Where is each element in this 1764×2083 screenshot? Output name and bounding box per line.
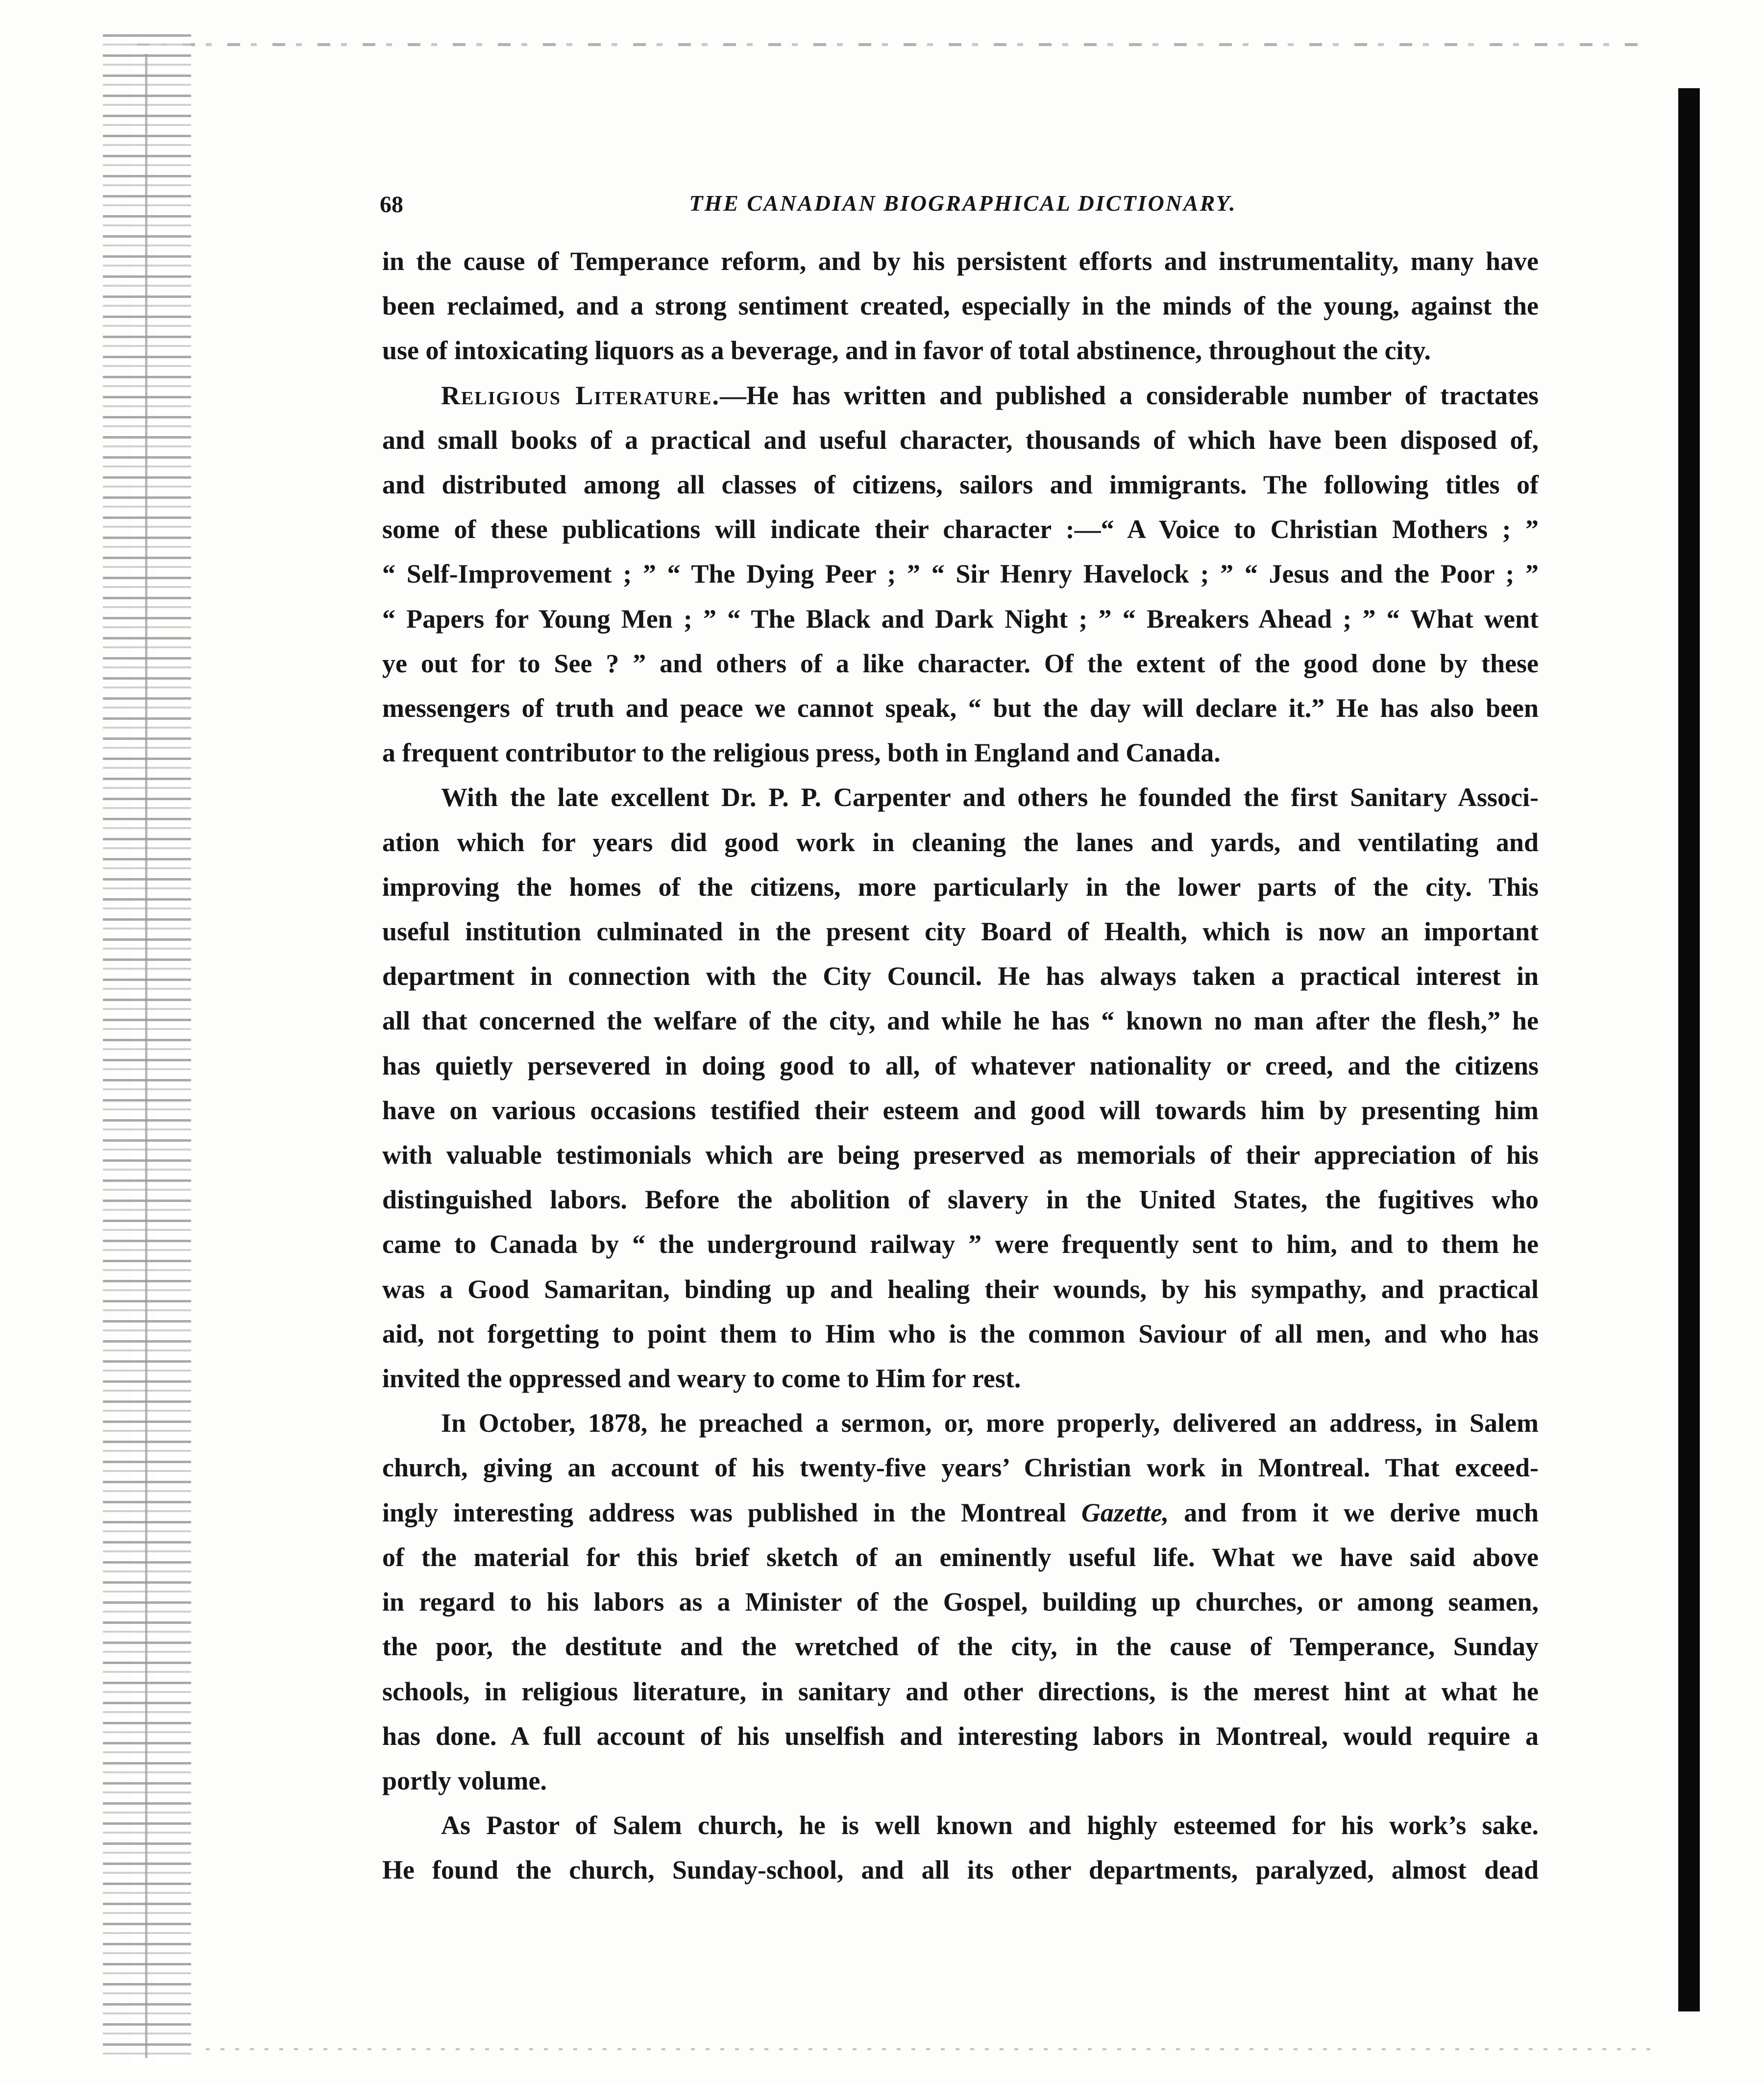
text-line: was a Good Samaritan, binding up and healing their wounds, by his sympathy, and practical bbox=[382, 1274, 1539, 1304]
text-line: use of intoxicating liquors as a beverage, and in favor of total abstinence, throughout the city. bbox=[382, 336, 1431, 366]
running-title: THE CANADIAN BIOGRAPHICAL DICTIONARY. bbox=[689, 191, 1237, 216]
text-line: all that concerned the welfare of the city, and while he has “ known no man after the flesh,” he bbox=[382, 1006, 1539, 1036]
text-line: messengers of truth and peace we cannot speak, “ but the day will declare it.” He has also been bbox=[382, 693, 1539, 723]
section-heading: Religious Literature. bbox=[441, 380, 720, 410]
text-line: department in connection with the City Council. He has always taken a practical interest in bbox=[382, 961, 1539, 991]
text-line: some of these publications will indicate their character :—“ A Voice to Christian Mothers ; ” bbox=[382, 515, 1539, 544]
section-heading-line bbox=[382, 373, 1539, 418]
scan-bottom-edge bbox=[206, 2048, 1656, 2050]
text-line: the poor, the destitute and the wretched of the city, in the cause of Temperance, Sunday bbox=[382, 1632, 1539, 1662]
text-line: distinguished labors. Before the abolition of slavery in the United States, the fugitives who bbox=[382, 1185, 1539, 1215]
text-run: and from it we derive much bbox=[1169, 1497, 1539, 1527]
page-header bbox=[380, 190, 1546, 225]
text-line: came to Canada by “ the underground railway ” were frequently sent to him, and to them he bbox=[382, 1229, 1539, 1259]
text-line: and distributed among all classes of citizens, sailors and immigrants. The following titles of bbox=[382, 470, 1539, 500]
text-line bbox=[382, 1491, 1539, 1535]
body-text bbox=[382, 239, 1539, 1893]
text-line: improving the homes of the citizens, more particularly in the lower parts of the city. This bbox=[382, 872, 1539, 902]
text-line: portly volume. bbox=[382, 1765, 547, 1795]
text-line: schools, in religious literature, in sanitary and other directions, is the merest hint at what he bbox=[382, 1676, 1539, 1706]
text-line: and small books of a practical and useful character, thousands of which have been disposed of, bbox=[382, 425, 1539, 455]
text-line: useful institution culminated in the present city Board of Health, which is now an important bbox=[382, 917, 1539, 947]
newspaper-title: Gazette, bbox=[1081, 1497, 1169, 1527]
scan-top-edge bbox=[137, 43, 1646, 46]
text-line: with valuable testimonials which are being preserved as memorials of their appreciation of his bbox=[382, 1140, 1539, 1170]
scan-binding-rule bbox=[145, 54, 147, 2058]
text-line: As Pastor of Salem church, he is well known and highly esteemed for his work’s sake. bbox=[441, 1811, 1539, 1840]
text-line: in regard to his labors as a Minister of the Gospel, building up churches, or among seamen, bbox=[382, 1587, 1539, 1617]
scan-right-border-bar bbox=[1678, 88, 1700, 2011]
text-line: invited the oppressed and weary to come to Him for rest. bbox=[382, 1364, 1021, 1394]
text-line: ation which for years did good work in cleaning the lanes and yards, and ventilating and bbox=[382, 827, 1539, 857]
text-line: have on various occasions testified their esteem and good will towards him by presenting him bbox=[382, 1095, 1539, 1125]
text-line: church, giving an account of his twenty-five years’ Christian work in Montreal. That exceed- bbox=[382, 1453, 1539, 1483]
text-run: —He has written and published a considerable number of tractates bbox=[720, 380, 1539, 410]
text-line: ye out for to See ? ” and others of a like character. Of the extent of the good done by these bbox=[382, 648, 1539, 678]
text-line: aid, not forgetting to point them to Him who is the common Saviour of all men, and who has bbox=[382, 1319, 1539, 1348]
text-line: With the late excellent Dr. P. P. Carpenter and others he founded the first Sanitary Associ- bbox=[441, 783, 1539, 812]
text-line: In October, 1878, he preached a sermon, or, more properly, delivered an address, in Salem bbox=[441, 1408, 1539, 1438]
text-line: has quietly persevered in doing good to all, of whatever nationality or creed, and the citizens bbox=[382, 1051, 1539, 1080]
text-line: has done. A full account of his unselfish and interesting labors in Montreal, would require a bbox=[382, 1721, 1539, 1751]
text-line: of the material for this brief sketch of an eminently useful life. What we have said above bbox=[382, 1542, 1539, 1572]
text-line: in the cause of Temperance reform, and by his persistent efforts and instrumentality, many have bbox=[382, 246, 1539, 276]
text-line: a frequent contributor to the religious press, both in England and Canada. bbox=[382, 738, 1221, 768]
text-run: ingly interesting address was published in the Montreal bbox=[382, 1497, 1081, 1527]
text-line: He found the church, Sunday-school, and all its other departments, paralyzed, almost dead bbox=[382, 1855, 1539, 1885]
page-number: 68 bbox=[380, 192, 403, 218]
text-line: “ Self-Improvement ; ” “ The Dying Peer ; ” “ Sir Henry Havelock ; ” “ Jesus and the Poor ; ” bbox=[382, 559, 1539, 589]
text-line: “ Papers for Young Men ; ” “ The Black and Dark Night ; ” “ Breakers Ahead ; ” “ What went bbox=[382, 604, 1539, 634]
text-line: been reclaimed, and a strong sentiment created, especially in the minds of the young, against the bbox=[382, 291, 1539, 321]
